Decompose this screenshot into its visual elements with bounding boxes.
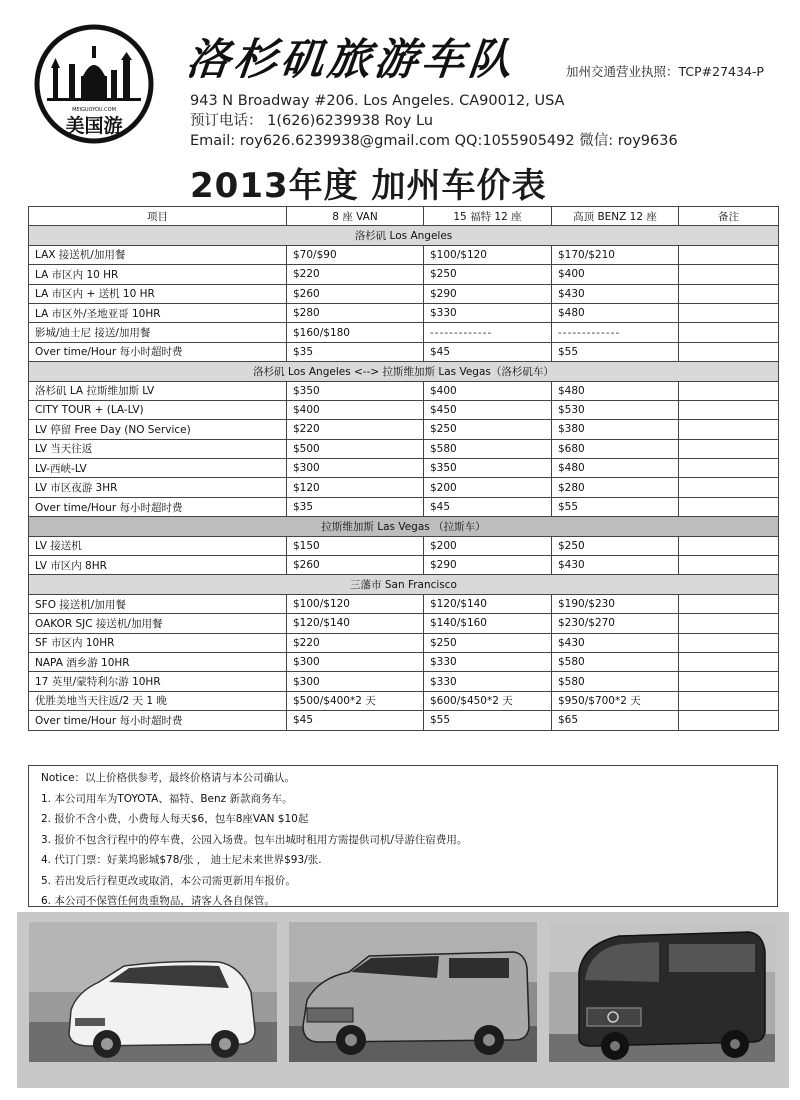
table-row [29,633,779,652]
item-cell: LV 接送机 [29,536,287,555]
table-row [29,439,779,458]
header-8-seat-van: 8 座 VAN [287,207,424,226]
table-row [29,303,779,322]
item-cell: LV-西峡-LV [29,459,287,478]
remarks-cell [679,400,779,419]
table-row [29,614,779,633]
ford-price-cell: ------------- [424,323,552,342]
remarks-cell [679,556,779,575]
ford-van-photo [289,922,537,1062]
benz-price-cell: $430 [552,556,679,575]
van-price-cell: $220 [287,633,424,652]
remarks-cell [679,497,779,516]
van-price-cell: $220 [287,420,424,439]
van-price-cell: $160/$180 [287,323,424,342]
ford-price-cell: $290 [424,556,552,575]
item-cell: Over time/Hour 每小时超时费 [29,497,287,516]
header-benz: 高顶 BENZ 12 座 [552,207,679,226]
benz-price-cell: $280 [552,478,679,497]
benz-price-cell: $65 [552,711,679,730]
benz-price-cell: $190/$230 [552,594,679,613]
remarks-cell [679,342,779,361]
table-row [29,284,779,303]
benz-price-cell: $250 [552,536,679,555]
ford-price-cell: $330 [424,652,552,671]
benz-price-cell: $55 [552,342,679,361]
photo-strip [17,912,789,1088]
remarks-cell [679,439,779,458]
ford-price-cell: $450 [424,400,552,419]
van-price-cell: $260 [287,284,424,303]
remarks-cell [679,381,779,400]
remarks-cell [679,323,779,342]
item-cell: 17 英里/蒙特利尔游 10HR [29,672,287,691]
van-price-cell: $220 [287,265,424,284]
benz-sprinter-photo [549,922,775,1062]
van-price-cell: $100/$120 [287,594,424,613]
remarks-cell [679,303,779,322]
section-title: 洛杉矶 Los Angeles <--> 拉斯维加斯 Las Vegas（洛杉矶车） [29,362,779,381]
ford-price-cell: $200 [424,536,552,555]
remarks-cell [679,614,779,633]
notice-item: 2. 报价不含小费，小费每人每天$6，包车8座VAN $10起 [41,813,309,825]
remarks-cell [679,478,779,497]
table-row [29,711,779,730]
van-price-cell: $150 [287,536,424,555]
notice-item: 6. 本公司不保管任何贵重物品，请客人各自保管。 [41,895,275,907]
remarks-cell [679,420,779,439]
section-row [29,226,779,245]
notice-box [28,765,778,907]
header-item: 项目 [29,207,287,226]
benz-price-cell: $580 [552,652,679,671]
benz-price-cell: ------------- [552,323,679,342]
van-price-cell: $35 [287,497,424,516]
item-cell: 优胜美地当天往返/2 天 1 晚 [29,691,287,710]
item-cell: SF 市区内 10HR [29,633,287,652]
table-row [29,459,779,478]
benz-price-cell: $950/$700*2 天 [552,691,679,710]
table-row [29,652,779,671]
company-logo [25,24,163,144]
table-row [29,400,779,419]
remarks-cell [679,711,779,730]
van-price-cell: $120/$140 [287,614,424,633]
table-row [29,265,779,284]
benz-price-cell: $380 [552,420,679,439]
ford-price-cell: $200 [424,478,552,497]
benz-price-cell: $430 [552,284,679,303]
van-price-cell: $45 [287,711,424,730]
item-cell: 洛杉矶 LA 拉斯维加斯 LV [29,381,287,400]
van-price-cell: $70/$90 [287,245,424,264]
ford-price-cell: $350 [424,459,552,478]
ford-price-cell: $45 [424,342,552,361]
item-cell: 影城/迪士尼 接送/加用餐 [29,323,287,342]
item-cell: LV 市区内 8HR [29,556,287,575]
remarks-cell [679,691,779,710]
section-title: 拉斯维加斯 Las Vegas （拉斯车） [29,517,779,536]
ford-price-cell: $140/$160 [424,614,552,633]
section-row [29,362,779,381]
remarks-cell [679,284,779,303]
notice-item: 1. 本公司用车为TOYOTA、福特、Benz 新款商务车。 [41,792,293,805]
benz-price-cell: $530 [552,400,679,419]
remarks-cell [679,536,779,555]
contact-info [190,91,678,151]
ford-price-cell: $55 [424,711,552,730]
remarks-cell [679,594,779,613]
benz-price-cell: $680 [552,439,679,458]
ford-price-cell: $45 [424,497,552,516]
table-row [29,381,779,400]
item-cell: Over time/Hour 每小时超时费 [29,711,287,730]
section-row [29,575,779,594]
ford-price-cell: $120/$140 [424,594,552,613]
logo-text: 美国游 [65,115,123,137]
section-title: 洛杉矶 Los Angeles [29,226,779,245]
section-title: 三藩市 San Francisco [29,575,779,594]
van-price-cell: $400 [287,400,424,419]
ford-price-cell: $290 [424,284,552,303]
ford-price-cell: $250 [424,420,552,439]
benz-price-cell: $400 [552,265,679,284]
item-cell: NAPA 酒乡游 10HR [29,652,287,671]
license-number: 加州交通营业执照：TCP#27434-P [566,64,764,79]
toyota-minivan-photo [29,922,277,1062]
address: 943 N Broadway #206. Los Angeles. CA90012, USA [190,93,565,109]
item-cell: LA 市区内 + 送机 10 HR [29,284,287,303]
remarks-cell [679,652,779,671]
ford-price-cell: $600/$450*2 天 [424,691,552,710]
notice-item: 4. 代订门票：好莱坞影城$78/张 ， 迪士尼未来世界$93/张. [41,854,322,866]
table-header-row [29,207,779,226]
van-price-cell: $120 [287,478,424,497]
table-row [29,556,779,575]
header-15-ford: 15 福特 12 座 [424,207,552,226]
van-price-cell: $300 [287,672,424,691]
table-row [29,691,779,710]
email-qq-wechat: Email: roy626.6239938@gmail.com QQ:1055905492 微信: roy9636 [190,133,678,149]
ford-price-cell: $580 [424,439,552,458]
benz-price-cell: $480 [552,381,679,400]
ford-price-cell: $100/$120 [424,245,552,264]
remarks-cell [679,265,779,284]
remarks-cell [679,672,779,691]
phone: 预订电话： 1(626)6239938 Roy Lu [190,113,434,129]
remarks-cell [679,633,779,652]
brand-name: 洛杉矶旅游车队 [184,35,519,85]
ford-price-cell: $250 [424,633,552,652]
remarks-cell [679,459,779,478]
item-cell: Over time/Hour 每小时超时费 [29,342,287,361]
table-row [29,420,779,439]
benz-price-cell: $430 [552,633,679,652]
item-cell: CITY TOUR + (LA-LV) [29,400,287,419]
van-price-cell: $35 [287,342,424,361]
van-price-cell: $500 [287,439,424,458]
ford-price-cell: $330 [424,303,552,322]
header-remarks: 备注 [679,207,779,226]
table-row [29,672,779,691]
van-price-cell: $300 [287,652,424,671]
price-table [28,206,779,731]
table-row [29,594,779,613]
item-cell: OAKOR SJC 接送机/加用餐 [29,614,287,633]
table-row [29,497,779,516]
table-row [29,536,779,555]
ford-price-cell: $330 [424,672,552,691]
item-cell: LV 停留 Free Day (NO Service) [29,420,287,439]
table-body [29,226,779,730]
table-row [29,342,779,361]
notice-heading: Notice：以上价格供参考，最终价格请与本公司确认。 [41,772,296,784]
van-price-cell: $260 [287,556,424,575]
item-cell: SFO 接送机/加用餐 [29,594,287,613]
van-price-cell: $300 [287,459,424,478]
benz-price-cell: $170/$210 [552,245,679,264]
van-price-cell: $500/$400*2 天 [287,691,424,710]
benz-price-cell: $230/$270 [552,614,679,633]
logo-url: MEIGUOYOU.COM [72,107,116,113]
benz-price-cell: $480 [552,459,679,478]
benz-price-cell: $480 [552,303,679,322]
ford-price-cell: $400 [424,381,552,400]
notice-item: 5. 若出发后行程更改或取消，本公司需更新用车报价。 [41,874,296,887]
page-title: 2013年度 加州车价表 [190,166,547,206]
table-row [29,478,779,497]
item-cell: LV 市区夜游 3HR [29,478,287,497]
item-cell: LA 市区外/圣地亚哥 10HR [29,303,287,322]
item-cell: LA 市区内 10 HR [29,265,287,284]
table-row [29,245,779,264]
table-row [29,323,779,342]
notice-item: 3. 报价不包含行程中的停车费，公园入场费。包车出城时租用方需提供司机/导游住宿费用。 [41,833,468,846]
benz-price-cell: $580 [552,672,679,691]
van-price-cell: $350 [287,381,424,400]
van-price-cell: $280 [287,303,424,322]
item-cell: LAX 接送机/加用餐 [29,245,287,264]
item-cell: LV 当天往返 [29,439,287,458]
benz-price-cell: $55 [552,497,679,516]
ford-price-cell: $250 [424,265,552,284]
section-row [29,517,779,536]
remarks-cell [679,245,779,264]
